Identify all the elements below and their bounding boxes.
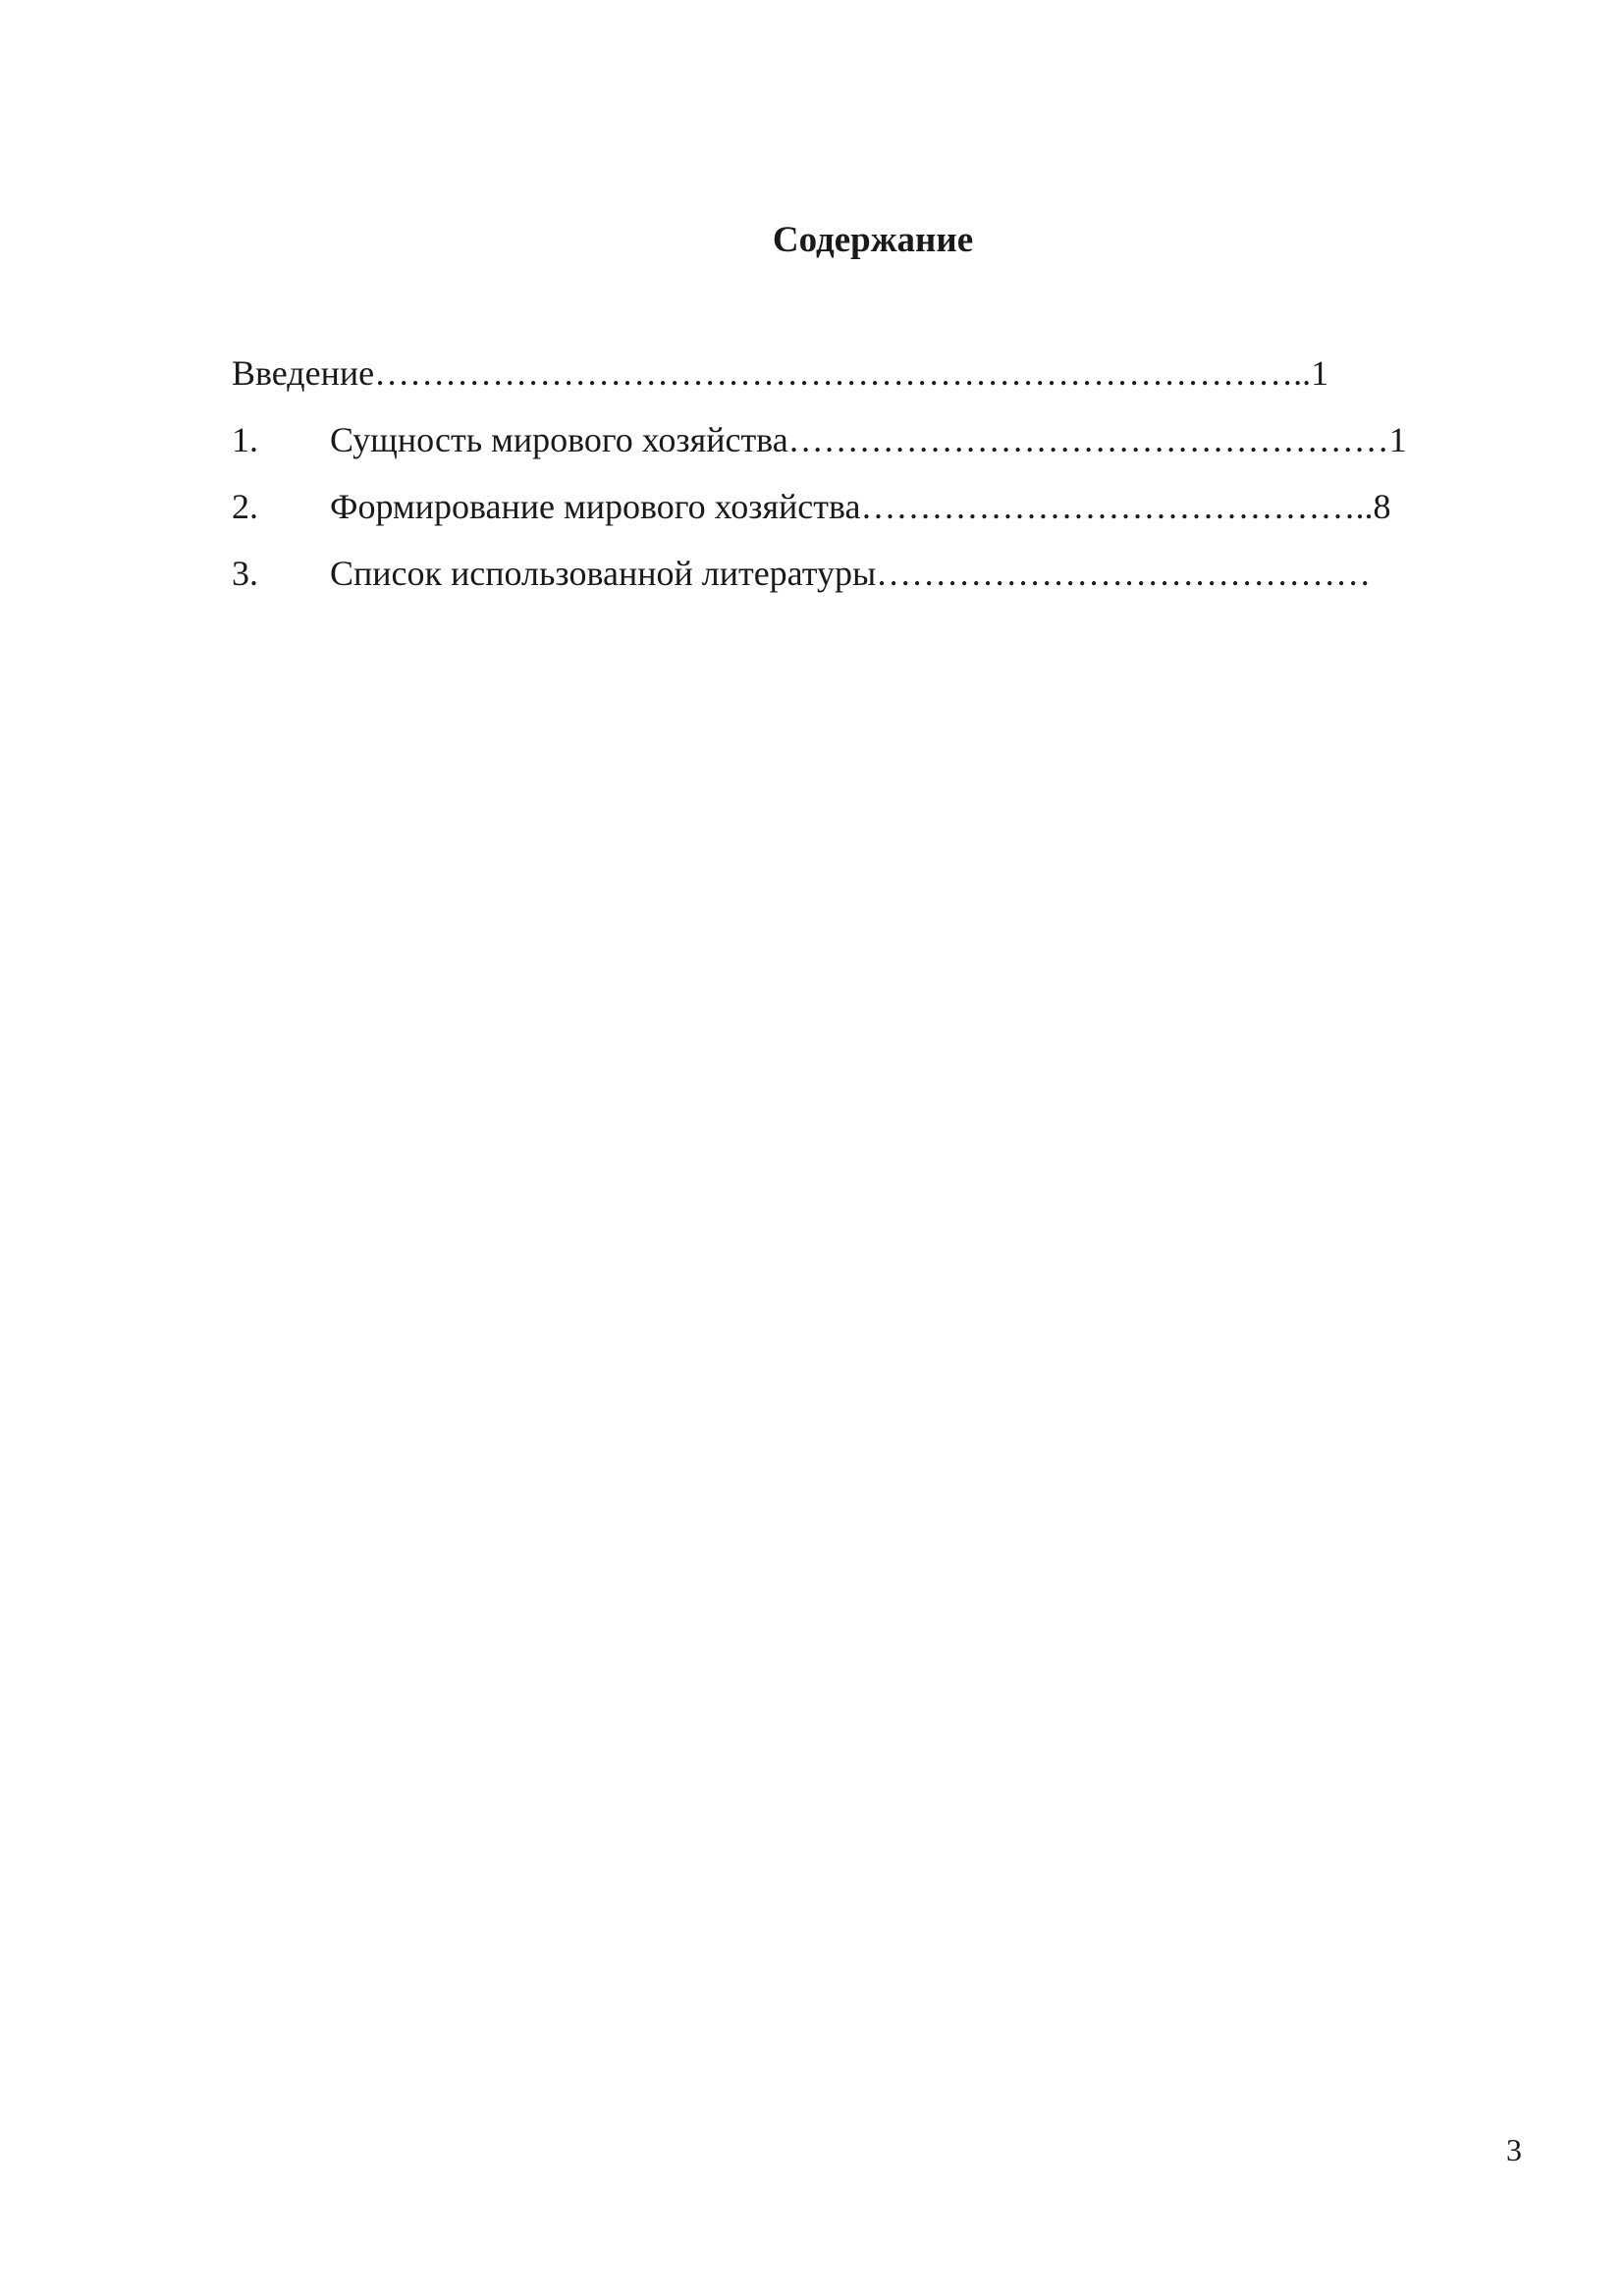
page-number: 3 [1506,2132,1522,2167]
toc-entry-text: Введение……………………………………………………………………..1 [232,353,1329,393]
toc-entry-number: 1. [232,420,258,459]
toc-entry-text: Формирование мирового хозяйства……………………………………..8 [330,487,1391,526]
toc-entry-number: 2. [232,487,258,526]
toc-entry-2 [232,485,1391,528]
toc-entry-text: Список использованной литературы…………………………………… [330,554,1372,593]
toc-entry-number: 3. [232,554,258,593]
toc-entry-text: Сущность мирового хозяйства……………………………………………1 [330,420,1407,459]
toc-entry-introduction [232,351,1328,395]
toc-entry-3 [232,552,1371,595]
page-title: Содержание [772,220,974,260]
toc-entry-1 [232,418,1407,461]
